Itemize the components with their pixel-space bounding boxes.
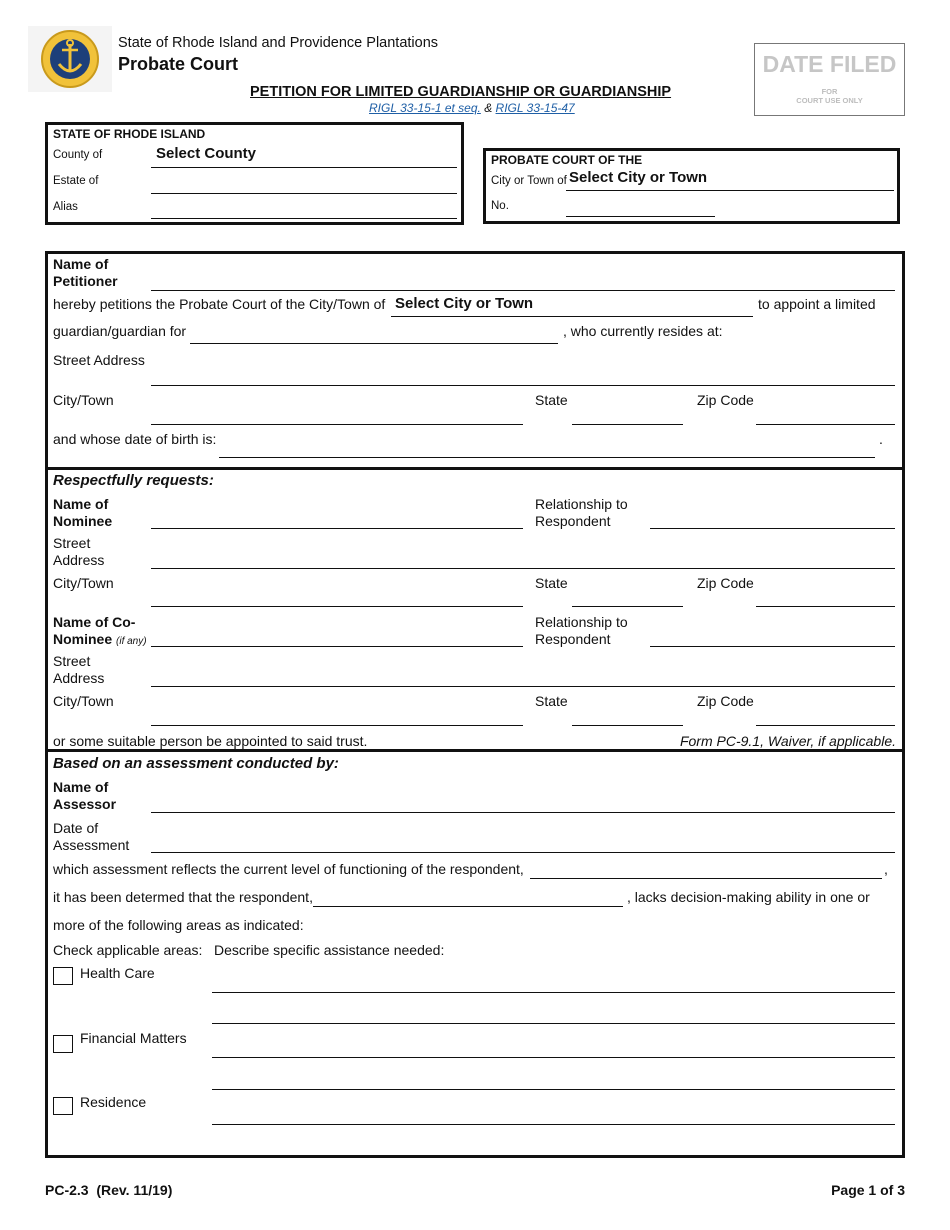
determined-respondent-input[interactable] — [313, 906, 623, 907]
co-nominee-city-input[interactable] — [151, 725, 523, 726]
estate-input[interactable] — [151, 193, 457, 194]
health-care-checkbox[interactable] — [53, 967, 73, 985]
court-name: Probate Court — [118, 54, 239, 74]
respondent-street-input[interactable] — [151, 385, 895, 386]
respondent-state-input[interactable] — [572, 424, 683, 425]
nominee-label-2: Nominee — [53, 513, 113, 529]
petitioner-name-input[interactable] — [151, 290, 895, 291]
respondent-name-input[interactable] — [190, 343, 558, 344]
alias-label: Alias — [53, 201, 78, 213]
respondent-city-input[interactable] — [151, 424, 523, 425]
check-areas-label: Check applicable areas: — [53, 942, 203, 958]
petitioner-label-1: Name of — [53, 256, 109, 272]
co-nominee-street-input[interactable] — [151, 686, 895, 687]
requests-heading: Respectfully requests: — [53, 472, 214, 489]
nominee-relationship-input[interactable] — [650, 528, 895, 529]
co-nominee-street-label-2: Address — [53, 670, 105, 686]
waiver-note: Form PC-9.1, Waiver, if applicable. — [679, 733, 896, 749]
co-nominee-relationship-input[interactable] — [650, 646, 895, 647]
court-city-label: City or Town of — [491, 175, 567, 187]
residence-label: Residence — [80, 1094, 147, 1110]
reflects-text: which assessment reflects the current level of functioning of the respondent, — [53, 861, 524, 877]
nominee-name-input[interactable] — [151, 528, 523, 529]
nominee-state-input[interactable] — [572, 606, 683, 607]
suitable-person-text: or some suitable person be appointed to said trust. — [53, 733, 368, 749]
co-nominee-zip-label: Zip Code — [697, 693, 754, 709]
nominee-rel-label-2: Respondent — [535, 513, 611, 529]
co-nominee-label-1: Name of Co- — [53, 614, 136, 630]
zip-label: Zip Code — [697, 392, 754, 408]
petitions-text: hereby petitions the Probate Court of the City/Town of — [53, 296, 386, 312]
co-nominee-rel-label-2: Respondent — [535, 631, 611, 647]
section-divider-1 — [46, 467, 904, 470]
court-city-select[interactable]: Select City or Town — [569, 169, 708, 186]
if-any-note: (if any) — [116, 636, 147, 647]
law-references — [369, 101, 575, 115]
lacks-text: , lacks decision-making ability in one or — [627, 889, 870, 905]
form-id: PC-2.3 (Rev. 11/19) — [45, 1182, 173, 1198]
nominee-street-label-2: Address — [53, 552, 105, 568]
alias-input[interactable] — [151, 218, 457, 219]
petition-city-line — [391, 316, 753, 317]
appoint-text: to appoint a limited — [758, 296, 876, 312]
co-nominee-name-input[interactable] — [151, 646, 523, 647]
nominee-zip-input[interactable] — [756, 606, 895, 607]
street-address-label: Street Address — [53, 352, 145, 368]
petitioner-label-2: Petitioner — [53, 273, 118, 289]
form-title: PETITION FOR LIMITED GUARDIANSHIP OR GUARDIANSHIP — [250, 84, 672, 100]
nominee-city-input[interactable] — [151, 606, 523, 607]
petition-city-select[interactable]: Select City or Town — [395, 295, 534, 312]
financial-matters-label: Financial Matters — [80, 1030, 187, 1046]
determined-text: it has been determed that the respondent, — [53, 889, 313, 905]
court-box-heading: PROBATE COURT OF THE — [491, 153, 643, 167]
county-label: County of — [53, 149, 103, 161]
resides-text: , who currently resides at: — [563, 323, 723, 339]
financial-matters-checkbox[interactable] — [53, 1035, 73, 1053]
court-city-line — [566, 190, 894, 191]
residence-describe-line-1[interactable] — [212, 1124, 895, 1125]
estate-label: Estate of — [53, 175, 99, 187]
law-separator: & — [484, 101, 493, 115]
state-name: State of Rhode Island and Providence Plantations — [118, 35, 439, 51]
assessment-date-input[interactable] — [151, 852, 895, 853]
functioning-input[interactable] — [530, 878, 882, 879]
co-nominee-city-label: City/Town — [53, 693, 114, 709]
respondent-zip-input[interactable] — [756, 424, 895, 425]
co-nominee-state-input[interactable] — [572, 725, 683, 726]
nominee-city-label: City/Town — [53, 575, 114, 591]
nominee-street-label-1: Street — [53, 535, 91, 551]
law-link-2[interactable]: RIGL 33-15-47 — [495, 101, 575, 115]
assessment-heading: Based on an assessment conducted by: — [53, 755, 339, 772]
city-label: City/Town — [53, 392, 114, 408]
co-nominee-zip-input[interactable] — [756, 725, 895, 726]
county-select[interactable]: Select County — [156, 145, 257, 162]
state-seal-logo — [28, 26, 112, 92]
dob-period: . — [879, 431, 883, 447]
nominee-zip-label: Zip Code — [697, 575, 754, 591]
reflects-comma: , — [884, 861, 888, 877]
date-filed-label: DATE FILED — [762, 51, 897, 77]
case-number-input[interactable] — [566, 216, 715, 217]
residence-checkbox[interactable] — [53, 1097, 73, 1115]
court-use-line-2: COURT USE ONLY — [796, 96, 863, 105]
co-nominee-label-2 — [53, 631, 147, 647]
describe-label: Describe specific assistance needed: — [214, 942, 445, 958]
state-label: State — [535, 392, 568, 408]
co-nominee-word: Nominee — [53, 631, 113, 647]
co-nominee-rel-label-1: Relationship to — [535, 614, 628, 630]
more-text: more of the following areas as indicated: — [53, 917, 304, 933]
case-number-label: No. — [491, 200, 509, 212]
nominee-label-1: Name of — [53, 496, 109, 512]
co-nominee-street-label-1: Street — [53, 653, 91, 669]
guardian-for-text: guardian/guardian for — [53, 323, 187, 339]
assessment-date-label-1: Date of — [53, 820, 99, 836]
assessor-label-1: Name of — [53, 779, 109, 795]
financial-describe-line-1[interactable] — [212, 1057, 895, 1058]
assessor-name-input[interactable] — [151, 812, 895, 813]
health-care-describe-line-1[interactable] — [212, 992, 895, 993]
assessment-date-label-2: Assessment — [53, 837, 130, 853]
co-nominee-state-label: State — [535, 693, 568, 709]
nominee-rel-label-1: Relationship to — [535, 496, 628, 512]
nominee-state-label: State — [535, 575, 568, 591]
dob-text: and whose date of birth is: — [53, 431, 217, 447]
date-filed-box — [754, 43, 905, 116]
respondent-dob-input[interactable] — [219, 457, 875, 458]
assessor-label-2: Assessor — [53, 796, 117, 812]
nominee-street-input[interactable] — [151, 568, 895, 569]
financial-describe-line-2[interactable] — [212, 1089, 895, 1090]
page-number: Page 1 of 3 — [831, 1182, 905, 1198]
section-divider-2 — [46, 749, 904, 752]
main-form-box — [45, 251, 905, 1158]
state-box-heading: STATE OF RHODE ISLAND — [53, 127, 206, 141]
court-use-line-1: FOR — [821, 87, 838, 96]
law-link-1[interactable]: RIGL 33-15-1 et seq. — [369, 101, 481, 115]
health-care-describe-line-2[interactable] — [212, 1023, 895, 1024]
county-line — [151, 167, 457, 168]
health-care-label: Health Care — [80, 965, 155, 981]
